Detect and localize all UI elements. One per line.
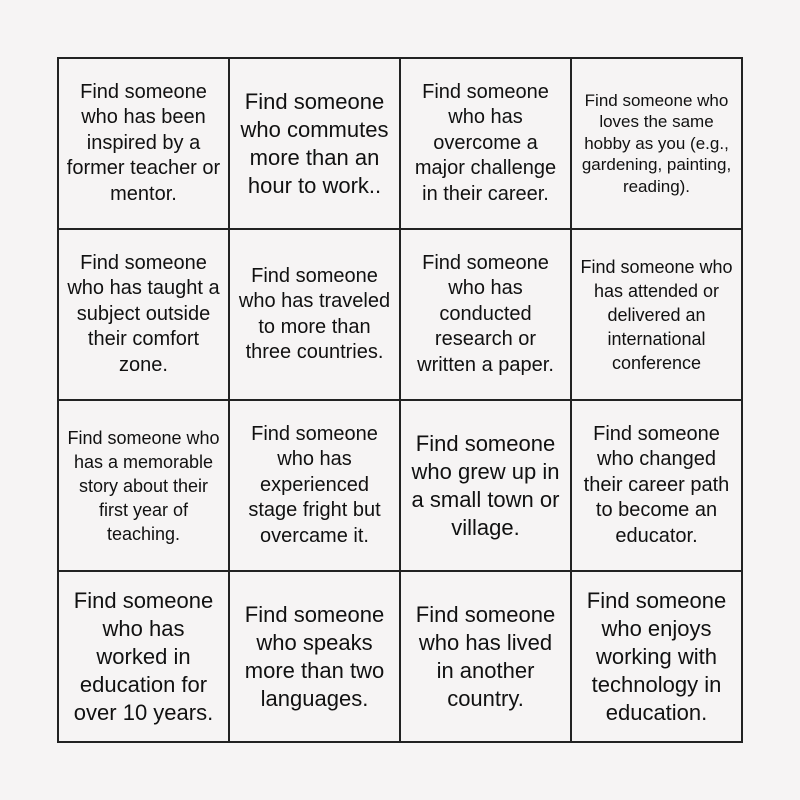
bingo-cell-text: Find someone who enjoys working with technology in education. — [586, 587, 727, 725]
bingo-cell-text: Find someone who has conducted research or written a paper. — [417, 251, 554, 376]
bingo-cell[interactable] — [58, 58, 229, 229]
bingo-cell[interactable] — [229, 229, 400, 400]
bingo-cell-text: Find someone who has traveled to more than three countries. — [238, 264, 391, 363]
bingo-cell[interactable] — [400, 58, 571, 229]
bingo-cell-text: Find someone who commutes more than an hour to work.. — [240, 88, 389, 198]
bingo-cell[interactable] — [229, 400, 400, 571]
bingo-cell-text: Find someone who has worked in education for over 10 years. — [73, 587, 214, 725]
bingo-cell-text: Find someone who has been inspired by a former teacher or mentor. — [66, 80, 221, 205]
bingo-cell-text: Find someone who grew up in a small town or village. — [411, 430, 560, 540]
bingo-cell[interactable] — [58, 400, 229, 571]
bingo-board — [57, 57, 743, 743]
bingo-cell[interactable] — [229, 571, 400, 742]
bingo-cell-text: Find someone who has taught a subject outside their comfort zone. — [67, 251, 220, 376]
bingo-cell-text: Find someone who has lived in another country. — [415, 601, 556, 711]
bingo-cell-text: Find someone who has overcome a major challenge in their career. — [414, 80, 557, 205]
bingo-cell[interactable] — [58, 229, 229, 400]
bingo-cell-text: Find someone who loves the same hobby as you (e.g., gardening, painting, reading). — [581, 90, 732, 196]
bingo-cell-text: Find someone who has experienced stage fright but overcame it. — [248, 422, 381, 547]
bingo-cell-text: Find someone who speaks more than two languages. — [244, 601, 385, 711]
bingo-cell[interactable] — [58, 571, 229, 742]
bingo-cell[interactable] — [571, 229, 742, 400]
bingo-cell[interactable] — [400, 229, 571, 400]
bingo-cell-text: Find someone who has attended or delivered an international conference — [580, 256, 733, 373]
bingo-cell[interactable] — [571, 571, 742, 742]
bingo-cell[interactable] — [229, 58, 400, 229]
bingo-cell[interactable] — [571, 400, 742, 571]
bingo-cell[interactable] — [400, 571, 571, 742]
bingo-cell[interactable] — [400, 400, 571, 571]
bingo-cell-text: Find someone who has a memorable story about their first year of teaching. — [67, 427, 220, 544]
bingo-cell-text: Find someone who changed their career path to become an educator. — [583, 422, 730, 547]
bingo-cell[interactable] — [571, 58, 742, 229]
